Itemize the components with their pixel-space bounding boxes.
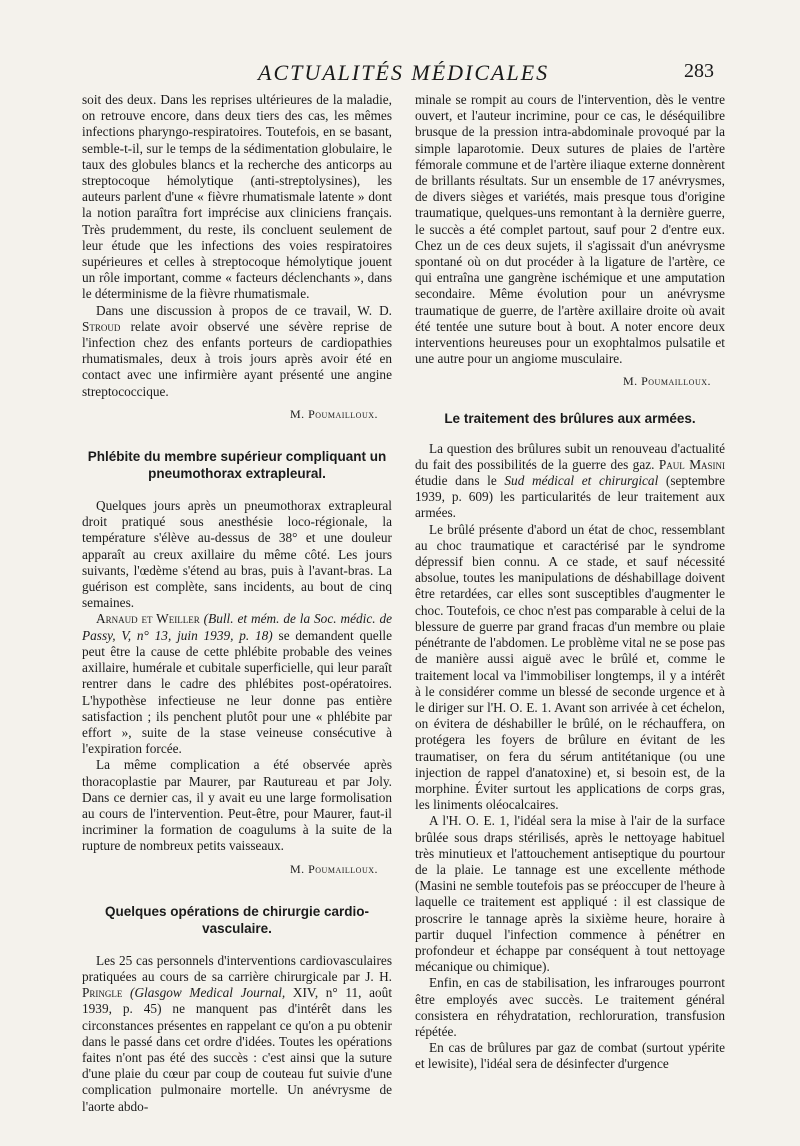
author-name: Stroud bbox=[82, 318, 121, 334]
text: Dans une discussion à propos de ce travail, W. D. bbox=[96, 302, 392, 318]
text: se demandent quelle peut être la cause de cette phlébite probable des veines axillaire, humérale et cubitale superficielle, qui leur paraît rentrer dans le cadre des phlébites post-opératoires. L'hypothèse infectieuse ne leur donne pas entière satisfaction ; ils penchent plutôt pour une « phlébite par effort », suite de la stase veineuse consécutive à l'expiration forcée. bbox=[82, 627, 392, 757]
paragraph: soit des deux. Dans les reprises ultérieures de la maladie, on retrouve encore, dans deux tiers des cas, les mêmes infections pharyngo-respiratoires. Toutefois, en se basant, semble-t-il, sur le temps de la sédimentation globulaire, le taux des globules blancs et la recherche des anticorps au streptocoque hémolytique (anti-streptolysines), les auteurs parlent d'une « fièvre rhumatismale latente » dont la notion paraîtra fort imprécise aux cliniciens français. Très prudemment, du reste, ils concluent seulement de leur étude que les infections des voies respiratoires supérieures et celles à streptocoque hémolytique jouent un rôle important, comme « facteurs déclenchants », dans le déterminisme de la fièvre rhumatismale. bbox=[82, 92, 392, 302]
paragraph: minale se rompit au cours de l'intervention, dès le ventre ouvert, et l'auteur incrimine, pour ce cas, le déséquilibre brusque de la pression intra-abdominale provoqué par la simple laparotomie. Deux sutures de plaies de l'artère fémorale commune et de l'artère iliaque externe donnèrent de brillants résultats. Sur un ensemble de 17 anévrysmes, de divers sièges et variétés, mais presque tous d'origine traumatique, quelques-uns remontant à la dernière guerre, le succès a été complet partout, sauf pour 2 d'entre eux. Chez un de ces deux sujets, il s'agissait d'un anévrysme spontané où on dut procéder à la ligature de l'artère, ce qui entraîna une gangrène ischémique et une amputation secondaire. Même évolution pour un anévrysme traumatique de guerre, de l'artère axillaire droite où avait été tentée une suture bout à bout. A noter encore deux interventions heureuses pour un exophtalmos pulsatile et une autre pour un angiome musculaire. bbox=[415, 92, 725, 367]
paragraph: A l'H. O. E. 1, l'idéal sera la mise à l'air de la surface brûlée sous draps stérilisés, après le nettoyage habituel très minutieux et l'attouchement antiseptique du pourtour de la plaie. Le tannage est une excellente méthode (Masini ne semble toutefois pas se préoccuper de l'heure à laquelle ce traitement est appliqué : il est classique de proscrire le tannage après la sixième heure, horaire à partir duquel l'infection commence à pénétrer en profondeur et échappe par conséquent à tout nettoyage mécanique ou chimique). bbox=[415, 813, 725, 975]
section-heading-brulures: Le traitement des brûlures aux armées. bbox=[444, 410, 696, 426]
paragraph: En cas de brûlures par gaz de combat (surtout ypérite et lewisite), l'idéal sera de désinfecter d'urgence bbox=[415, 1040, 725, 1072]
paragraph: Le brûlé présente d'abord un état de choc, ressemblant au choc traumatique et caractérisé par le syndrome dépressif bien connu. A ce stade, et sauf nécessité absolue, toutes les manipulations de déshabillage doivent être retardées, car elles sont susceptibles d'augmenter le choc. Toutefois, ce choc n'est pas comparable à celui de la blessure de guerre par grand fracas d'un membre ou plaie pénétrante de l'abdomen. Le problème vital ne se pose pas de manière aussi aiguë avec le brûlé et, comme le traitement local va l'immobiliser longtemps, il y a intérêt à le considérer comme un blessé de seconde urgence et à le diriger sur l'H. O. E. 1. Avant son arrivée à cet échelon, on évitera de déshabiller le brûlé, on le réchauffera, on protégera les foyers de brûlure en évitant de les traumatiser, on fera du sérum antitétanique (ou une injection de rappel d'anatoxine) et, si besoin est, de la morphine. Éviter surtout les applications de corps gras, les liniments oléocalcaires. bbox=[415, 521, 725, 813]
left-column bbox=[82, 92, 392, 1115]
text: Les 25 cas personnels d'interventions cardiovasculaires pratiquées au cours de sa carrière chirurgicale par bbox=[82, 952, 392, 984]
text: étudie dans le bbox=[415, 473, 497, 489]
author-name: Paul Masini bbox=[658, 456, 726, 472]
paragraph bbox=[415, 441, 725, 522]
paragraph: La même complication a été observée après thoracoplastie par Maurer, par Rautureau et par Joly. Dans ce dernier cas, il y avait eu une large formolisation au cours de l'intervention. Peut-être, pour Maurer, faut-il incriminer la formation de coagulums à la suite de la rupture de nombreux petits vaisseaux. bbox=[82, 757, 392, 854]
signature: M. Poumailloux. bbox=[289, 406, 378, 421]
right-column bbox=[415, 92, 725, 1073]
paragraph bbox=[82, 611, 392, 757]
journal-title: Sud médical et chirurgical bbox=[504, 473, 659, 489]
citation: (Glasgow Medical Journal, bbox=[130, 985, 286, 1001]
running-title: ACTUALITÉS MÉDICALES bbox=[258, 60, 550, 85]
text: La question des brûlures subit un renouveau d'actualité du fait des possibilités de la guerre des gaz. bbox=[415, 440, 725, 472]
text: (septembre 1939, p. 609) les particularités de leur traitement aux armées. bbox=[415, 473, 725, 521]
paragraph bbox=[82, 953, 392, 1115]
running-head bbox=[0, 58, 800, 84]
paragraph: Quelques jours après un pneumothorax extrapleural droit pratiqué sous anesthésie loco-régionale, la température s'élève au-dessus de 38° et une douleur apparaît au creux axillaire du même côté. Les jours suivants, l'œdème s'étend au bras, puis à l'avant-bras. La guérison est complète, sans incidents, au bout de cinq semaines. bbox=[82, 498, 392, 611]
section-heading-chirurgie: Quelques opérations de chirurgie cardio-vasculaire. bbox=[104, 903, 370, 936]
page-number: 283 bbox=[684, 60, 714, 82]
author-name: J. H. Pringle bbox=[82, 968, 393, 1001]
citation: (Bull. et mém. de la Soc. médic. de Passy, V, n° 13, juin 1939, p. 18) bbox=[82, 611, 393, 643]
signature: M. Poumailloux. bbox=[622, 374, 711, 389]
text: relate avoir observé une sévère reprise de l'infection chez des enfants porteurs de cardiopathies rhumatismales, deux à trois jours après avoir été en contact avec une infirmière ayant présenté une angine streptococcique. bbox=[82, 318, 392, 399]
paragraph bbox=[82, 303, 392, 400]
author-name: Arnaud et Weiller bbox=[96, 611, 200, 627]
text: XIV, n° 11, août 1939, p. 45) ne manquent pas d'intérêt dans les circonstances présentes en rappelant ce qu'on a pu obtenir dans le passé dans cet ordre d'idées. Toutes les opérations faites n'ont pas été des succès : c'est ainsi que la suture d'une plaie du cœur par coup de couteau fut suivie d'une complication pulmonaire mortelle. Un anévrysme de l'aorte abdo- bbox=[82, 985, 393, 1114]
section-heading-phlebite: Phlébite du membre supérieur compliquant un pneumothorax extrapleural. bbox=[87, 449, 387, 482]
signature: M. Poumailloux. bbox=[289, 861, 378, 876]
paragraph: Enfin, en cas de stabilisation, les infrarouges pourront être employés avec succès. Le traitement général consistera en réhydratation, rechloruration, transfusion répétée. bbox=[415, 975, 725, 1039]
